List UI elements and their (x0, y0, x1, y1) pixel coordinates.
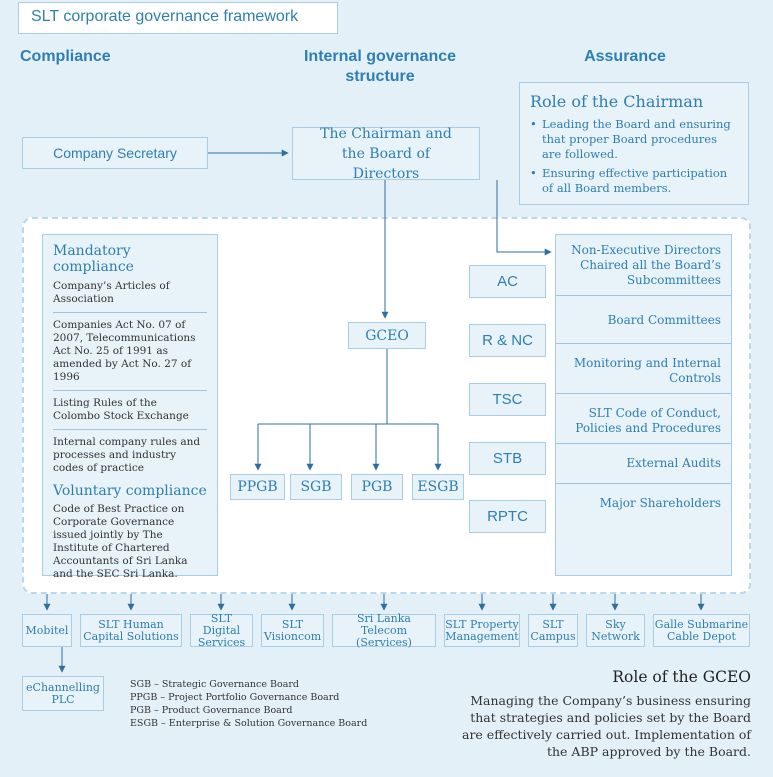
company-secretary-box: Company Secretary (22, 137, 208, 169)
chairman-role-bullet: • Leading the Board and ensuring that proper Board procedures are followed. (530, 117, 731, 161)
gceo-role-text: Managing the Company’s business ensuring that strategies and policies set by the Board are effectively carried out. Implementation of the ABP approved by the Board. (462, 693, 751, 759)
subsidiary-slt-services: Sri Lanka Telecom (Services) (332, 614, 436, 647)
arrow-board-to-assurance (497, 180, 551, 252)
mandatory-item: Companies Act No. 07 of 2007, Telecommunications Act No. 25 of 1991 as amended by Act No. 27 of 1996 (53, 319, 196, 383)
assurance-item: Board Committees (607, 313, 721, 327)
committee-rptc: RPTC (469, 500, 546, 533)
legend-item: ESGB – Enterprise & Solution Governance Board (130, 718, 368, 729)
legend-item: SGB – Strategic Governance Board (130, 679, 299, 690)
subsidiary-human-capital: SLT Human Capital Solutions (80, 614, 182, 647)
board-esgb: ESGB (412, 474, 464, 500)
board-ppgb: PPGB (230, 474, 285, 500)
mandatory-item: Company’s Articles of Association (53, 280, 170, 305)
subsidiary-property-management: SLT Property Management (444, 614, 520, 647)
committee-rnc: R & NC (469, 324, 546, 357)
chairman-role-bullet: • Ensuring effective participation of all Board members. (530, 166, 728, 195)
subsidiary-sky-network: Sky Network (586, 614, 645, 647)
board-sgb: SGB (290, 474, 342, 500)
subsidiary-visioncom: SLT Visioncom (261, 614, 324, 647)
column-header-assurance: Assurance (584, 48, 666, 65)
column-header-internal: Internal governance structure (303, 48, 457, 85)
legend-item: PGB – Product Governance Board (130, 705, 293, 716)
board-box: The Chairman and the Board of Directors (292, 127, 480, 180)
assurance-item: External Audits (626, 456, 721, 470)
board-pgb: PGB (351, 474, 403, 500)
assurance-item: SLT Code of Conduct, Policies and Procedures (575, 406, 721, 435)
subsidiary-digital-services: SLT Digital Services (190, 614, 253, 647)
subsidiary-campus: SLT Campus (528, 614, 578, 647)
assurance-item: Non-Executive Directors Chaired all the Board’s Subcommittees (571, 243, 721, 287)
chairman-role-title: Role of the Chairman (530, 92, 704, 111)
gceo-role-title: Role of the GCEO (612, 668, 751, 686)
subsidiary-mobitel: Mobitel (22, 614, 72, 647)
voluntary-title: Voluntary compliance (53, 483, 207, 499)
mandatory-item: Listing Rules of the Colombo Stock Exchange (53, 397, 189, 422)
diagram-title: SLT corporate governance framework (18, 2, 338, 34)
mandatory-title: Mandatory compliance (53, 243, 134, 275)
voluntary-text: Code of Best Practice on Corporate Governance issued jointly by The Institute of Chartered Accountants of Sri Lanka and the SEC Sri Lanka. (53, 503, 188, 580)
gceo-box: GCEO (348, 322, 426, 349)
committee-ac: AC (469, 265, 546, 298)
legend-item: PPGB – Project Portfolio Governance Board (130, 692, 340, 703)
column-header-compliance: Compliance (20, 48, 111, 65)
echannelling-box: eChannelling PLC (22, 676, 104, 711)
committee-tsc: TSC (469, 383, 546, 416)
assurance-item: Major Shareholders (599, 496, 721, 510)
mandatory-item: Internal company rules and processes and industry codes of practice (53, 436, 201, 474)
subsidiary-galle-cable: Galle Submarine Cable Depot (653, 614, 750, 647)
committee-stb: STB (469, 442, 546, 475)
assurance-item: Monitoring and Internal Controls (573, 356, 721, 385)
